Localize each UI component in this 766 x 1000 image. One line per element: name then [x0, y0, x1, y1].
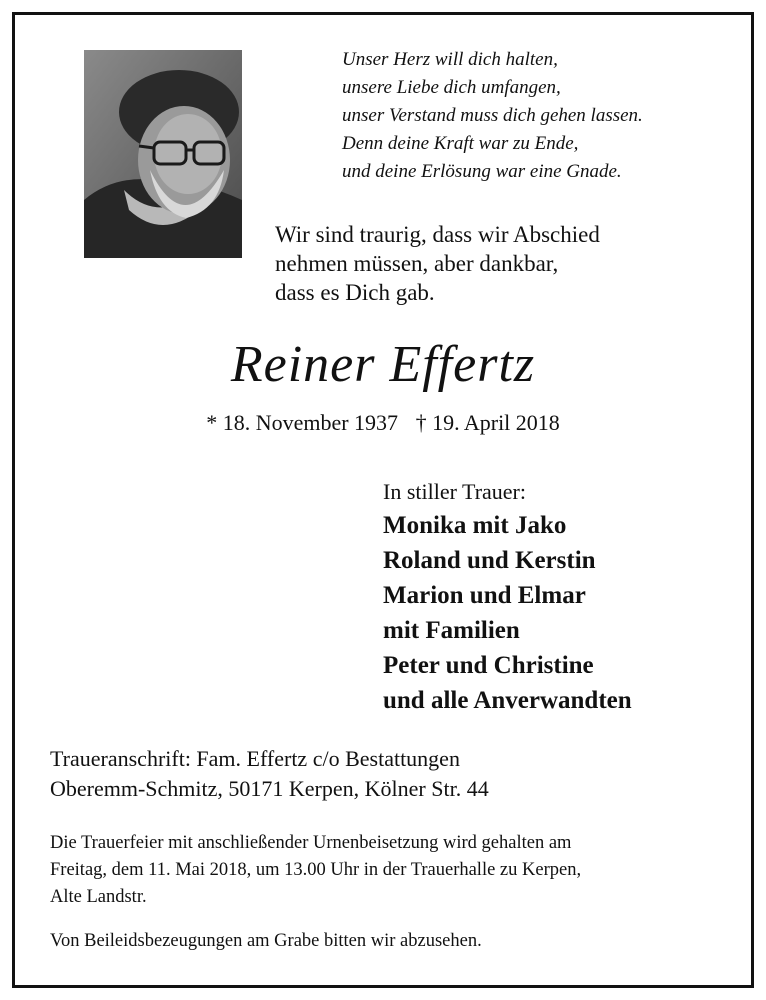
- poem-line: unser Verstand muss dich gehen lassen.: [342, 105, 643, 126]
- ceremony-line: Freitag, dem 11. Mai 2018, um 13.00 Uhr in der Trauerhalle zu Kerpen,: [50, 860, 582, 880]
- quote-line: nehmen müssen, aber dankbar,: [275, 251, 559, 276]
- mourner-name: mit Familien: [383, 617, 520, 644]
- poem-line: unsere Liebe dich umfangen,: [342, 77, 561, 98]
- portrait-photo: [84, 50, 242, 258]
- life-dates: [0, 410, 766, 436]
- quote-line: dass es Dich gab.: [275, 280, 435, 305]
- quote-line: Wir sind traurig, dass wir Abschied: [275, 222, 600, 247]
- poem-line: Denn deine Kraft war zu Ende,: [342, 133, 579, 154]
- mourners-block: [383, 476, 753, 718]
- birth-date: * 18. November 1937: [206, 410, 399, 435]
- mourner-name: und alle Anverwandten: [383, 687, 632, 714]
- mourner-name: Monika mit Jako: [383, 512, 567, 539]
- farewell-quote: [275, 220, 705, 307]
- condolence-note: Von Beileidsbezeugungen am Grabe bitten wir abzusehen.: [50, 931, 482, 951]
- mourner-name: Roland und Kerstin: [383, 547, 596, 574]
- poem-line: und deine Erlösung war eine Gnade.: [342, 161, 622, 182]
- deceased-name: Reiner Effertz: [230, 336, 536, 393]
- death-date: † 19. April 2018: [415, 410, 560, 435]
- ceremony-line: Die Trauerfeier mit anschließender Urnenbeisetzung wird gehalten am: [50, 833, 572, 853]
- address-line: Traueranschrift: Fam. Effertz c/o Bestattungen: [50, 746, 460, 771]
- mourner-name: Peter und Christine: [383, 652, 594, 679]
- poem: [342, 46, 742, 186]
- mourners-intro: In stiller Trauer:: [383, 479, 526, 504]
- ceremony-info: [50, 830, 740, 911]
- mourning-address: [50, 744, 730, 804]
- poem-line: Unser Herz will dich halten,: [342, 49, 558, 70]
- mourner-name: Marion und Elmar: [383, 582, 586, 609]
- ceremony-line: Alte Landstr.: [50, 887, 147, 907]
- address-line: Oberemm-Schmitz, 50171 Kerpen, Kölner Str. 44: [50, 776, 489, 801]
